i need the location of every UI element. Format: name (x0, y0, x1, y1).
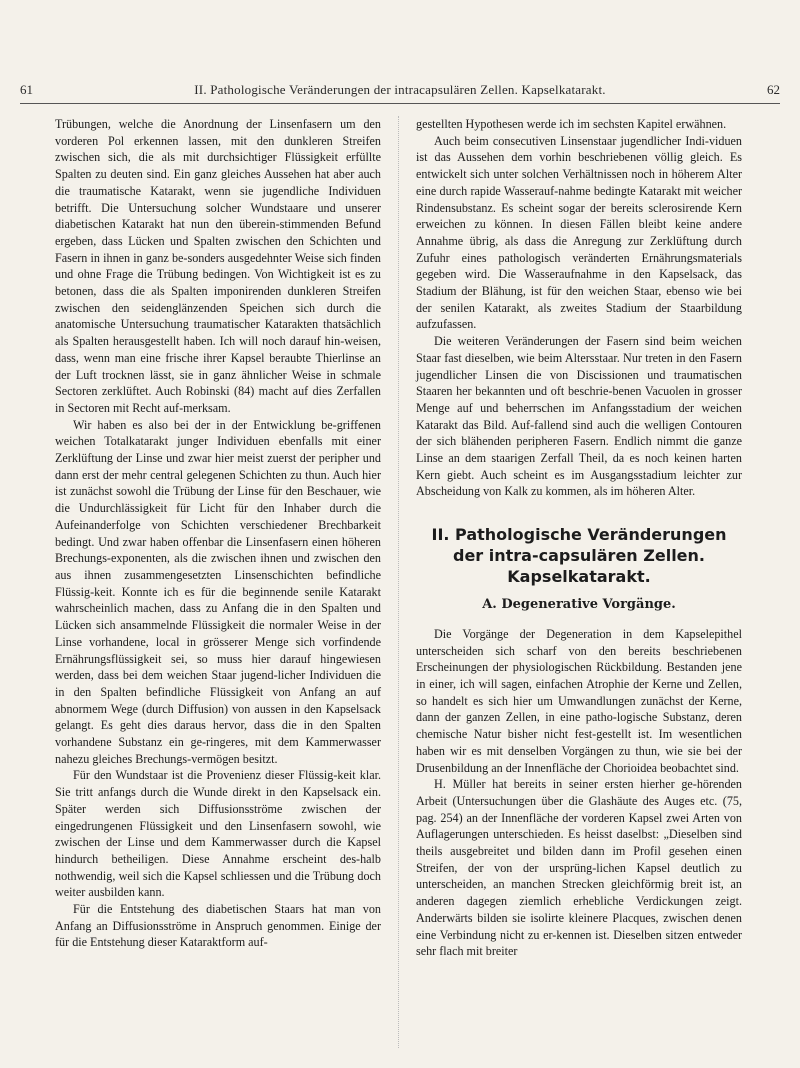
paragraph: gestellten Hypothesen werde ich im sechsten Kapitel erwähnen. (416, 117, 727, 131)
section-heading: II. Pathologische Veränderungen der intra-capsulären Zellen. Kapselkatarakt. (431, 525, 727, 587)
header-rule (20, 103, 780, 104)
paragraph: Trübungen, welche die Anordnung der Linsenfasern um den vorderen Pol erkennen lassen, mit den dunkleren Streifen zwischen sich, die als mit durchsichtiger Flüssigkeit erfüllte Spalten zu deuten sind. Ein ganz gleiches Aussehen hat aber auch die traumatische Katarakt, wenn sie jugendliche Individuen betrifft. Die Untersuchung solcher Wundstaare und unserer diabetischen Katarakt hat nun den überein-stimmenden Befund ergeben, dass Lücken und Spalten zwischen den Schichten und Fasern in ihnen in ganz be-sonders ausgedehnter Weise sich finden und ohne Frage die Trübung bedingen. Von Wichtigkeit ist es zu betonen, dass die als Spalten imponirenden dunkleren Streifen zwischen den seidenglänzenden Speichen sich durch die anatomische Untersuchung traumatischer Katarakten thatsächlich als Spalten herausgestellt haben. Ich will noch darauf hin-weisen, dass, wenn man eine frische ihrer Kapsel beraubte Thierlinse an der Luft trocknen lässt, sie in ganz ähnlicher Weise in schmale Sectoren zerklüftet. Auch Robinski (84) macht auf dies Zerfallen in Sectoren mit Recht auf-merksam. (55, 117, 381, 415)
sub-heading: A. Degenerative Vorgänge. (482, 597, 676, 613)
paragraph: Wir haben es also bei der in der Entwicklung be-griffenen weichen Totalkatarakt junger Individuen ebenfalls mit einer Zerklüftung der Linse und zwar hier meist zuerst der peripher und dann erst der mehr central gelegenen Schichten zu thun. Auch hier ist zunächst sowohl die Trübung der Linse für den Beschauer, wie die Undurchlässigkeit für Licht für den Inhaber durch die Aufeinanderfolge von Schichten verschiedener Brechbarkeit bedingt. Und zwar haben offenbar die Linsenfasern einen höheren Brechungs-exponenten, als die zwischen ihnen und zwischen den aus ihnen zusammengesetzten Linsenschichten befindliche Flüssig-keit. Konnte ich es für die beginnende senile Katarakt wahrscheinlich machen, dass zu Anfang die in den Spalten und Lücken sich ansammelnde Flüssigkeit die normaler Weise in der Linse vorhandene, local in grösserer Menge sich vorfindende Ernährungsflüssigkeit sei, so muss hier darauf hingewiesen werden, dass bei dem weichen Staar jugend-licher Individuen die in den Spalten befindliche Flüssigkeit von Anfang an auf abnormem Wege (durch Diffusion) von aussen in den Kapselsack gelangt. Es geht dies daraus hervor, dass die in den Spalten vorhandene Substanz ein ge-ringeres, mit dem Kammerwasser nahezu gleiches Brechungs-vermögen besitzt. (55, 417, 381, 766)
paragraph: Für den Wundstaar ist die Provenienz dieser Flüssig-keit klar. Sie tritt anfangs durch die Wunde direkt in den Kapselsack ein. Später werden sich Diffusionsströme zwischen der eingedrungenen Flüssigkeit und den Linsenfasern sowohl, wie zwischen der Linse und dem Kammerwasser durch die Kapsel hindurch betheiligen. Diese Annahme erscheint des-halb nothwendig, weil sich die Kapsel schliessen und die Trübung doch weiter ausbilden kann. (55, 768, 381, 900)
left-column (55, 116, 381, 951)
page-number-left: 61 (20, 82, 33, 97)
paragraph: Die Vorgänge der Degeneration in dem Kapselepithel unterscheiden sich scharf von den bereits beschriebenen Erscheinungen der physiologischen Rückbildung. Bestanden jene in einer, ich will sagen, einfachen Atrophie der Kerne und Zellen, so handelt es sich hier um Umwandlungen zunächst der Kerne, dann der ganzen Zellen, in eine patho-logische Substanz, deren chemische Natur bisher nicht fest-gestellt ist. Im wesentlichen haben wir es mit denselben Vorgängen zu thun, wie sie bei der Drusenbildung an der Innenfläche der Chorioidea beobachtet sind. (416, 626, 742, 775)
paragraph: H. Müller hat bereits in seiner ersten hierher ge-hörenden Arbeit (Untersuchungen über die Glashäute des Auges etc. (75, pag. 254) an der Innenfläche der vorderen Kapsel zwei Arten von Auflagerungen unterschieden. Es heisst daselbst: „Dieselben sind theils ausgebreitet und bilden dann im Profil gesehen einen Streifen, der von der ursprüng-lichen Kapsel deutlich zu unterscheiden, an manchen Strecken gleichförmig breit ist, an anderen dagegen ziemlich erhebliche Verdickungen zeigt. Anderwärts bilden sie isolirte kleinere Placques, zwischen denen eine Verbindung nicht zu er-kennen ist. Dieselben sitzen entweder sehr flach mit breiter (416, 777, 742, 959)
column-divider (398, 116, 399, 1048)
paragraph: Auch beim consecutiven Linsenstaar jugendlicher Indi-viduen ist das Aussehen dem vorhin beschriebenen völlig gleich. Es entwickelt sich unter solchen Verhältnissen noch in höherem Alter eine durch rapide Wasserauf-nahme bedingte Katarakt mit weicher Rindensubstanz. Es scheint sogar der bereits sclerosirende Kern erweichen zu können. In diesen Fällen bleibt keine andere Annahme übrig, als dass die Anregung zur Zerklüftung durch Zufuhr eines pathologisch veränderten Ernährungsmaterials gegeben wird. Die Wasseraufnahme in den Kapselsack, das Stadium der Blähung, ist für den weichen Staar, ebenso wie bei der senilen Katarakt, als zweites Stadium der Staarbildung aufzufassen. (416, 133, 742, 332)
running-title: II. Pathologische Veränderungen der intracapsulären Zellen. Kapselkatarakt. (194, 82, 606, 97)
paragraph: Die weiteren Veränderungen der Fasern sind beim weichen Staar fast dieselben, wie beim Altersstaar. Nur treten in den Fasern jugendlicher Linsen die von Discissionen und traumatischen Staaren her bekannten und oft beschrie-benen Vacuolen in grosser Menge auf und beherrschen im Anfangsstadium der weichen Katarakt das Bild. Auf-fallend sind auch die welligen Contouren der sich blähenden peripheren Fasern. Endlich nimmt die ganze Linse an dem staarigen Zerfall Theil, da es noch keinen harten Kern giebt. Auch scheint es im Ausgangsstadium leichter zur Abscheidung von Kalk zu kommen, als im höheren Alter. (416, 334, 742, 499)
page-number-right: 62 (767, 82, 780, 97)
paragraph: Für die Entstehung des diabetischen Staars hat man von Anfang an Diffusionsströme in Anspruch genommen. Einige der für die Entstehung dieser Kataraktform auf- (55, 902, 381, 950)
right-column (416, 116, 742, 960)
running-header (20, 82, 780, 102)
